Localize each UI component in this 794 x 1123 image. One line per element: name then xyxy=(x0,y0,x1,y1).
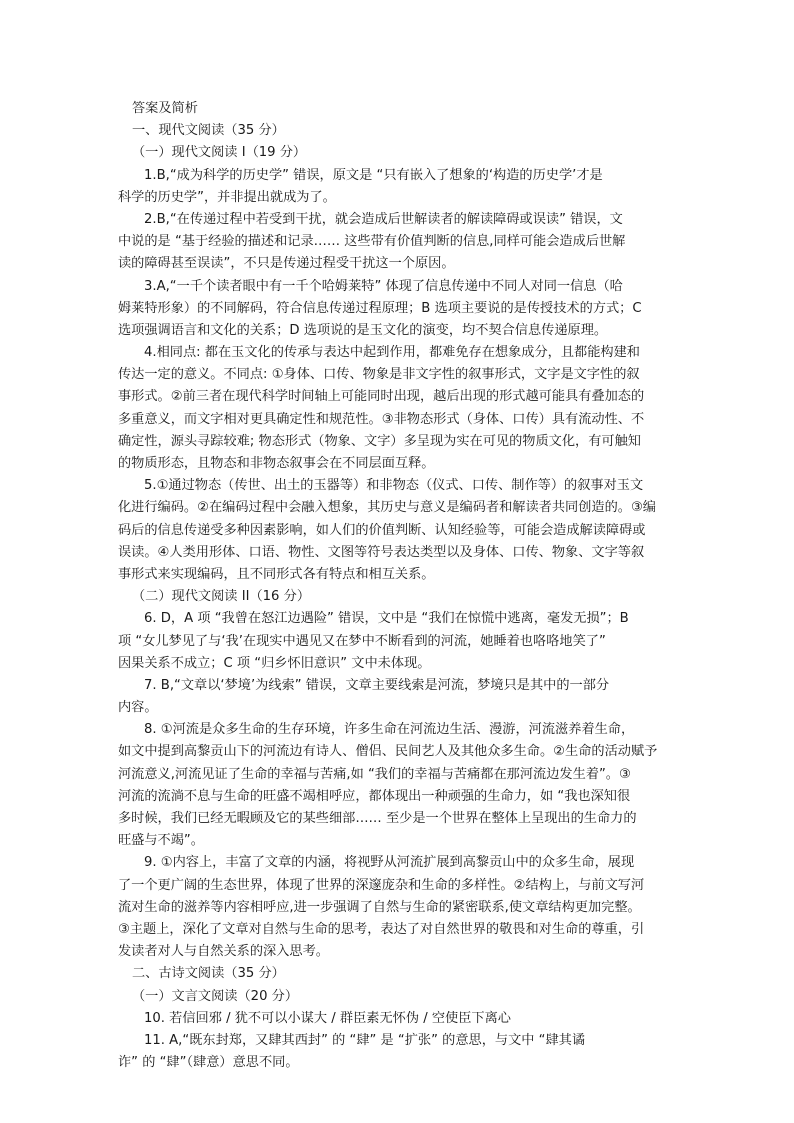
answer-line: 因果关系不成立；C 项 “归乡怀旧意识” 文中未体现。 xyxy=(118,655,431,671)
answer-q2 xyxy=(118,209,676,276)
answer-line: 多时候，我们已经无暇顾及它的某些细部…… 至少是一个世界在整体上呈现出的生命力的 xyxy=(118,811,637,826)
doc-heading: 答案及简析 xyxy=(132,101,198,116)
answer-line: 读的障碍甚至误读”，不只是传递过程受干扰这一个原因。 xyxy=(118,256,455,272)
answer-line: 事形式。②前三者在现代科学时间轴上可能同时出现，越后出现的形式越可能具有叠加态的 xyxy=(118,389,645,405)
answer-line: 选项强调语言和文化的关系；D 选项说的是玉文化的演变，均不契合信息传递原理。 xyxy=(118,322,608,338)
answer-line: 诈” 的 “肆”（肆意）意思不同。 xyxy=(118,1055,299,1071)
answer-line: 码后的信息传递受多种因素影响，如人们的价值判断、认知经验等，可能会造成解读障碍或 xyxy=(118,522,646,538)
answer-line: ③主题上，深化了文章对自然与生命的思考，表达了对自然世界的敬畏和对生命的尊重，引 xyxy=(118,921,645,937)
answer-q3 xyxy=(118,276,676,343)
answer-document xyxy=(118,98,676,1074)
answer-line: 的物质形态，且物态和非物态叙事会在不同层面互释。 xyxy=(118,456,435,471)
answer-line: 发读者对人与自然关系的深入思考。 xyxy=(118,944,329,960)
answer-q6 xyxy=(118,608,676,675)
answer-line: 事形式来实现编码，且不同形式各有特点和相互关系。 xyxy=(118,566,435,582)
answer-q5 xyxy=(118,475,676,586)
answer-line: 如文中提到高黎贡山下的河流边有诗人、僧侣、民间艺人及其他众多生命。②生命的活动赋予 xyxy=(118,744,658,760)
answer-line: 8. ①河流是众多生命的生存环境，许多生命在河流边生活、漫游，河流滋养着生命， xyxy=(144,722,635,738)
answer-q1 xyxy=(118,165,676,209)
answer-line: 1.B,“成为科学的历史学” 错误，原文是 “只有嵌入了想象的‘构造的历史学’才是 xyxy=(144,167,603,183)
answer-line: 旺盛与不竭”。 xyxy=(118,833,204,849)
subsection-heading-reading-1: （一）现代文阅读 I（19 分） xyxy=(132,145,307,161)
answer-line: 5.①通过物态（传世、出土的玉器等）和非物态（仪式、口传、制作等）的叙事对玉文 xyxy=(144,478,644,494)
answer-line: 9. ①内容上，丰富了文章的内涵，将视野从河流扩展到高黎贡山中的众多生命，展现 xyxy=(144,855,635,871)
answer-line: 6. D，A 项 “我曾在怒江边遇险” 错误，文中是 “我们在惊慌中逃离，毫发无损”；B xyxy=(144,611,629,627)
answer-line: 河流的流淌不息与生命的旺盛不竭相呼应，都体现出一种顽强的生命力，如 “我也深知很 xyxy=(118,788,631,804)
answer-line: 误读。④人类用形体、口语、物性、文图等符号表达类型以及身体、口传、物象、文字等叙 xyxy=(118,544,645,560)
answer-line: 7. B,“文章以‘梦境’为线索” 错误，文章主要线索是河流，梦境只是其中的一部分 xyxy=(144,677,610,693)
subsection-heading-reading-2: （二）现代文阅读 II（16 分） xyxy=(132,589,311,605)
answer-q11 xyxy=(118,1030,676,1074)
answer-line: 传达一定的意义。不同点: ①身体、口传、物象是非文字性的叙事形式，文字是文字性的叙 xyxy=(118,367,640,383)
answer-line: 流对生命的滋养等内容相呼应,进一步强调了自然与生命的紧密联系,使文章结构更加完整。 xyxy=(118,899,641,915)
answer-line: 11. A,“既东封郑，又肆其西封” 的 “肆” 是 “扩张” 的意思，与文中 “肆其谲 xyxy=(144,1032,586,1048)
section-heading-modern-reading: 一、现代文阅读（35 分） xyxy=(132,123,285,139)
answer-line: 多重意义，而文字相对更具确定性和规范性。③非物态形式（身体、口传）具有流动性、不 xyxy=(118,411,645,427)
subsection-heading-classical-1: （一）文言文阅读（20 分） xyxy=(132,988,299,1004)
answer-q8 xyxy=(118,719,676,852)
answer-q10: 10. 若信回邪 / 犹不可以小谋大 / 群臣素无怀伪 / 空使臣下离心 xyxy=(144,1010,511,1026)
answer-q7 xyxy=(118,675,676,719)
answer-line: 河流意义,河流见证了生命的幸福与苦痛,如 “我们的幸福与苦痛都在那河流边发生着”。③ xyxy=(118,766,631,782)
answer-line: 中说的是 “基于经验的描述和记录…… 这些带有价值判断的信息,同样可能会造成后世解 xyxy=(118,234,626,250)
answer-q4 xyxy=(118,342,676,475)
answer-line: 3.A,“一千个读者眼中有一千个哈姆莱特” 体现了信息传递中不同人对同一信息（哈 xyxy=(144,278,623,294)
answer-q9 xyxy=(118,852,676,963)
answer-line: 2.B,“在传递过程中若受到干扰，就会造成后世解读者的解读障碍或误读” 错误，文 xyxy=(144,211,623,227)
answer-line: 了一个更广阔的生态世界，体现了世界的深邃庞杂和生命的多样性。②结构上，与前文写河 xyxy=(118,877,645,893)
answer-line: 化进行编码。②在编码过程中会融入想象，其历史与意义是编码者和解读者共同创造的。③编 xyxy=(118,500,656,516)
answer-line: 内容。 xyxy=(118,700,158,716)
answer-line: 4.相同点: 都在玉文化的传承与表达中起到作用，都难免存在想象成分，且都能构建和 xyxy=(144,345,640,361)
answer-line: 项 “女儿梦见了与‘我’在现实中遇见又在梦中不断看到的河流，她睡着也咯咯地笑了” xyxy=(118,633,606,649)
answer-line: 姆莱特形象）的不同解码，符合信息传递过程原理；B 选项主要说的是传授技术的方式；C xyxy=(118,300,642,316)
answer-line: 科学的历史学”，并非提出就成为了。 xyxy=(118,189,336,205)
section-heading-classical-reading: 二、古诗文阅读（35 分） xyxy=(132,966,285,982)
answer-line: 确定性，源头寻踪较难; 物态形式（物象、文字）多呈现为实在可见的物质文化，有可触知 xyxy=(118,433,641,449)
